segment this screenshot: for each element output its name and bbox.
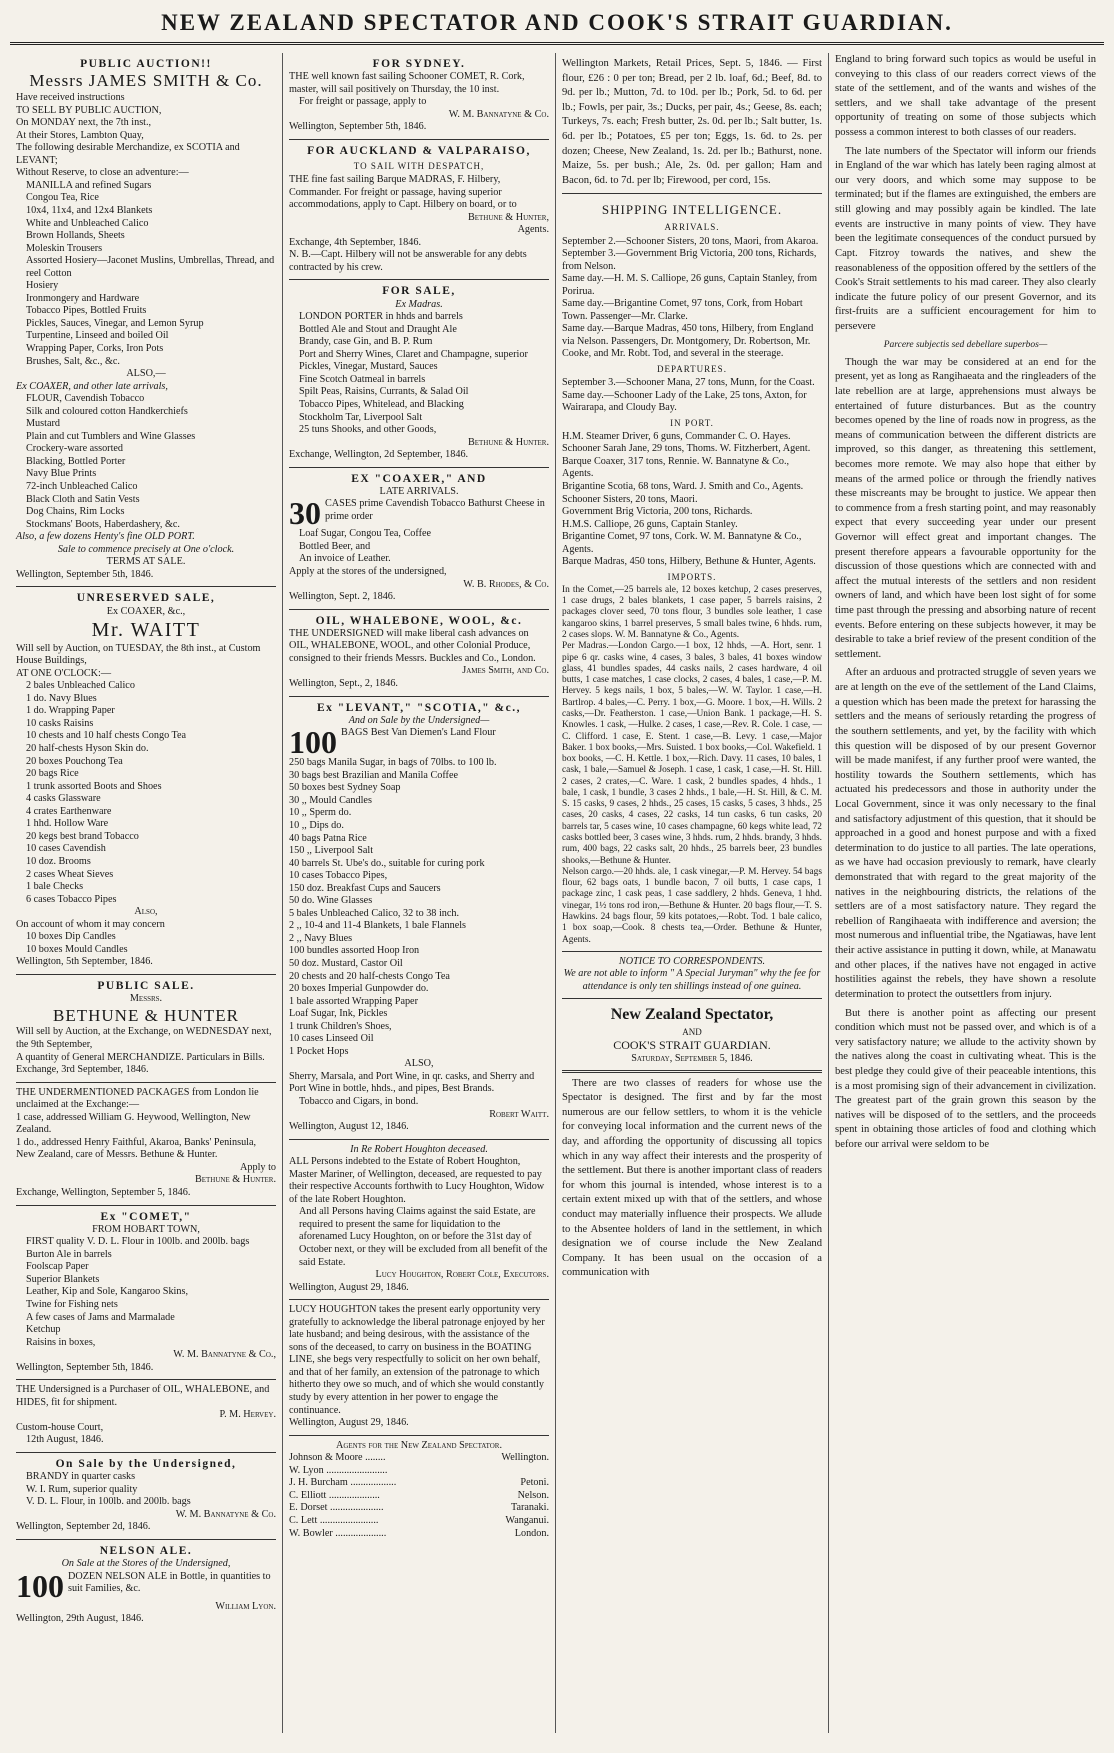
column-4 (829, 53, 1102, 1733)
list-item: Stockmans' Boots, Haberdashery, &c. (26, 518, 180, 530)
ad-whalebone (289, 610, 549, 697)
agent-row (289, 1528, 549, 1541)
paper-subtitle: COOK'S STRAIT GUARDIAN. (613, 1038, 771, 1053)
ad-date: Wellington, September 5th, 1846. (16, 568, 154, 580)
list-item: Bottled Beer, and (299, 540, 371, 552)
ad-number: 30 (289, 495, 321, 532)
columns (10, 53, 1104, 1733)
list-item: Brandy, case Gin, and B. P. Rum (299, 336, 433, 348)
list-item: Government Brig Victoria, 200 tons, Richards. (562, 506, 753, 518)
ad-heading: NELSON ALE. (99, 1544, 193, 1557)
ad-sub: TO SAIL WITH DESPATCH, (353, 161, 485, 172)
editorial-start (562, 1077, 822, 1282)
ad-items (289, 528, 549, 566)
list-item: 10x4, 11x4, and 12x4 Blankets (26, 204, 153, 216)
list-item: On MONDAY next, the 7th inst., (16, 117, 152, 129)
agent-row (289, 1490, 549, 1503)
list-item: Loaf Sugar, Ink, Pickles (289, 1008, 388, 1020)
ad-text: ALL Persons indebted to the Estate of Robert Houghton, Master Mariner, of Wellington, deceased, are requested to pay their respective Accounts forthwith to Lucy Houghton, Widow of the late Robert Houghton. (289, 1156, 545, 1205)
list-item: 2 cases Wheat Sieves (26, 868, 114, 880)
list-item: 1 do. Wrapping Paper (26, 705, 115, 717)
list-item: V. D. L. Flour, in 100lb. and 200lb. bags (26, 1496, 191, 1508)
notice-text: We are not able to inform " A Special Juryman" why the fee for attendance is only ten shillings instead of one guinea. (563, 968, 821, 992)
ad-heading-2: LATE ARRIVALS. (379, 485, 459, 497)
agent-row (289, 1465, 549, 1478)
list-item: 20 chests and 20 half-chests Congo Tea (289, 970, 450, 982)
ad-items (16, 1236, 276, 1349)
list-item: FIRST quality V. D. L. Flour in 100lb. and 200lb. bags (26, 1236, 250, 1248)
editorial-paragraph: The late numbers of the Spectator will inform our friends in England of the war which has lately been raging almost at our very doors, and which some may suppose to be terminated; but if the flames are extinguished, the embers are still glowing and may possibly again be kindled. The late events are instructive in many points of view. They have been the legitimate consequences of the conduct pursued by Capt. Fitzroy towards the natives, and shew the reasonableness of the opposition offered by the settlers of the Cook's Strait settlements to his mad career. They also clearly indicate the future policy of our present Governor, and its first-fruits are a sufficient encouragement for him to persevere (835, 145, 1096, 332)
executors-label: Executors. (503, 1269, 549, 1281)
agent-name: C. Elliott .................... (289, 1489, 380, 1501)
ad-items (16, 180, 276, 368)
departures-title: DEPARTURES. (657, 364, 727, 374)
list-item: 30 bags best Brazilian and Manila Coffee (289, 769, 458, 781)
newspaper-page (10, 10, 1104, 1733)
agent-row (289, 1452, 549, 1465)
ad-number: 100 (16, 1567, 64, 1604)
list-item: Brown Hollands, Sheets (26, 230, 125, 242)
list-item: 10 boxes Dip Candles (26, 931, 116, 943)
ad-heading: PUBLIC AUCTION!! (80, 58, 212, 70)
inport-title: IN PORT. (670, 417, 714, 428)
list-item: Will sell by Auction, at the Exchange, on WEDNESDAY next, the 9th September, (16, 1026, 272, 1051)
arrivals-list (562, 236, 822, 361)
ad-firm: Messrs JAMES SMITH & Co. (29, 71, 263, 91)
ad-text: LUCY HOUGHTON takes the present early opportunity very gratefully to acknowledge the liberal patronage enjoyed by her late husband; and being desirous, with the assistance of the sons of the deceased, to carry on business in the BOATING LINE, she begs very respectfully to solicit on her own behalf, and that of her family, an extension of the patronage to which hitherto they owe so much, and of which she would constantly study by every attention in her power to engage the continuance. (289, 1304, 545, 1416)
ad-for-sale (289, 280, 549, 467)
list-item: 2 ,, Navy Blues (289, 932, 353, 944)
agent-name: W. Lyon ........................ (289, 1464, 388, 1476)
list-item: 20 half-chests Hyson Skin do. (26, 743, 149, 755)
list-item: Tobacco Pipes, Whitelead, and Blacking (299, 398, 464, 410)
ad-signature: W. M. Bannatyne & Co. (175, 1508, 276, 1520)
list-item: 10 ,, Sperm do. (289, 807, 352, 819)
ad-date: Wellington, September 5th, 1846. (289, 121, 427, 133)
list-item: Superior Blankets (26, 1273, 100, 1285)
list-item: 150 doz. Breakfast Cups and Saucers (289, 882, 441, 894)
list-item: Fine Scotch Oatmeal in barrels (299, 373, 426, 385)
ad-items (16, 680, 276, 906)
paper-and: AND (682, 1027, 702, 1038)
list-item: Congou Tea, Rice (26, 192, 99, 204)
ad-text: DOZEN NELSON ALE in Bottle, in quantities to suit Families, &c. (68, 1570, 271, 1595)
list-item: Tobacco Pipes, Bottled Fruits (26, 305, 147, 317)
agent-name: J. H. Burcham .................. (289, 1477, 397, 1489)
list-item: 2 bales Unbleached Calico (26, 680, 135, 692)
list-item: Hosiery (26, 280, 59, 292)
list-item: 250 bags Manila Sugar, in bags of 70lbs. to 100 lb. (289, 757, 497, 769)
ad-signature: W. B. Rhodes, & Co. (463, 578, 549, 590)
ad-signature (289, 1269, 549, 1282)
list-item: Wrapping Paper, Corks, Iron Pots (26, 342, 164, 354)
ad-heading: UNRESERVED SALE, (76, 592, 216, 605)
notice-title: NOTICE TO CORRESPONDENTS. (618, 955, 766, 967)
ad-coaxer (289, 468, 549, 610)
list-item: Blacking, Bottled Porter (26, 455, 126, 467)
ad-date: Wellington, Sept., 2, 1846. (289, 678, 398, 689)
list-item: Twine for Fishing nets (26, 1299, 118, 1310)
ad-ex-line: Ex COAXER, and other late arrivals, (16, 380, 168, 392)
ad-sub: And on Sale by the Undersigned— (348, 714, 490, 726)
ad-date: Wellington, September 2d, 1846. (16, 1521, 151, 1533)
ad-also-text-2: Tobacco and Cigars, in bond. (299, 1096, 419, 1107)
ad-signature: Bethune & Hunter. (467, 436, 549, 448)
agent-row (289, 1477, 549, 1490)
list-item: 4 casks Glassware (26, 793, 101, 805)
ad-items (16, 1112, 276, 1162)
ad-port-line: Also, a few dozens Henty's fine OLD PORT. (16, 531, 195, 543)
ad-signature: William Lyon. (215, 1600, 276, 1612)
ad-date: Exchange, Wellington, 2d September, 1846. (289, 449, 469, 461)
ad-date: Exchange, Wellington, September 5, 1846. (16, 1187, 191, 1199)
ad-houghton-estate (289, 1140, 549, 1301)
ad-freight: For freight or passage, apply to (299, 96, 427, 108)
agent-place: Petoni. (520, 1477, 549, 1489)
ad-heading: Ex "COMET," (100, 1210, 192, 1223)
list-item: Dog Chains, Rim Locks (26, 506, 125, 518)
ad-date: 12th August, 1846. (26, 1434, 104, 1446)
departures-list (562, 377, 822, 415)
shipping-title: SHIPPING INTELLIGENCE. (601, 202, 783, 218)
list-item: In the Comet,—25 barrels ale, 12 boxes ketchup, 2 cases preserves, 1 case drugs, 2 bales blankets, 1 case paper, 5 barrels raisins, 2 packages clover seed, 70 tons flour, 3 bundles sole leather, 1 case kangaroo skins, 1 barrel preserves, 5 small bales twine, 6 hhds. rum, 2 cases slops. W. M. Bannatyne & Co., Agents. (562, 584, 822, 640)
agent-name: W. Bowler .................... (289, 1527, 387, 1539)
list-item: 20 boxes Imperial Gunpowder do. (289, 983, 429, 995)
list-item: A few cases of Jams and Marmalade (26, 1311, 175, 1323)
list-item: 30 ,, Mould Candles (289, 794, 372, 806)
ad-signature: W. M. Bannatyne & Co., (173, 1349, 276, 1361)
ad-sub: On Sale at the Stores of the Undersigned, (61, 1558, 231, 1570)
list-item: 10 ,, Dips do. (289, 819, 344, 831)
list-item: 10 doz. Brooms (26, 855, 91, 867)
list-item: September 3.—Government Brig Victoria, 200 tons, Richards, from Nelson. (562, 248, 817, 272)
markets-text: Wellington Markets, Retail Prices, Sept. 5, 1846. — First flour, £26 : 0 per ton; Bread, per 2 lb. loaf, 6d.; Beef, 8d. to 9d. per lb.; Mutton, 7d. to 10d. per lb.; Pork, 5d. to 6d. per lb.; Fowls, per pair, 3s.; Ducks, per pair, 4s.; Geese, 8s. each; Turkeys, 7s. each; Fresh butter, 2s. 0d. per lb.; Salt butter, 1s. 6d. per lb.; Potatoes, £5 per ton; Eggs, 1s. 6d. to 2s. per dozen; Cheese, New Zealand, 1s. 2d. per lb.; Bathurst, none. Maize, 5s. per bush.; Ale, 2s. 0d. per gallon; Ham and Bacon, 6d. to 7d. per lb; Firewood, per cord, 15s. (562, 58, 822, 186)
ad-items (16, 1471, 276, 1509)
ad-heading: Ex "LEVANT," "SCOTIA," &c., (317, 701, 521, 714)
list-item: 10 cases Cavendish (26, 843, 106, 855)
ad-heading: On Sale by the Undersigned, (55, 1458, 237, 1471)
agent-place: London. (514, 1527, 549, 1539)
agents-list (289, 1436, 549, 1545)
ad-nelson-ale (16, 1540, 276, 1631)
agent-place: Wellington. (501, 1452, 549, 1464)
list-item: Barque Madras, 450 tons, Hilbery, Bethune & Hunter, Agents. (562, 556, 816, 568)
editorial-paragraph: After an arduous and protracted struggle of seven years we are at length on the eve of the settlement of the Land Claims, a question which has been made the pretext for harassing the settlers and the means of seriously retarding the progress of the southern settlements, and yet, by the facility with which this question will be disposed of by our present Governor will be made manifest, if any further proof were wanted, the hostility towards the Southern settlements, which has actuated his predecessors and those in authority under the Local Government, since it was only necessary to the final and satisfactory adjustment of this question, that it should be approached in a good and honest purpose and with a fixed determination to do justice to all parties. The late operations, as we have had occasion previously to remark, have clearly demonstrated that with regard to the great majority of the natives in the neighbouring districts, the relations of the settlers are of a most satisfactory nature. They regard the rebellion of Rangihaeata with indifference and aversion; the most numerous and influential tribe, the Ngatiawas, have lent their active assistance in putting it down, while, at Manawatu and other places, if the natives have not engaged in active hostilities against the rebels, they have shown a resolute determination to protect the outsettlers from injury. (835, 667, 1096, 1000)
list-item: 6 cases Tobacco Pipes (26, 893, 117, 905)
ad-items (16, 393, 276, 531)
ad-date: Wellington, August 29, 1846. (289, 1417, 409, 1429)
ad-date: Wellington, August 29, 1846. (289, 1281, 409, 1293)
list-item: 40 bags Patna Rice (289, 832, 367, 844)
ad-text: THE Undersigned is a Purchaser of OIL, WHALEBONE, and HIDES, fit for shipment. (16, 1384, 270, 1408)
list-item: Navy Blue Prints (26, 468, 97, 480)
list-item: 50 doz. Mustard, Castor Oil (289, 957, 403, 969)
ad-signature: Robert Waitt. (489, 1108, 549, 1120)
ad-heading: In Re Robert Houghton deceased. (350, 1143, 488, 1155)
agents-heading: Agents for the New Zealand Spectator. (335, 1439, 503, 1451)
ad-ex: Ex Madras. (395, 298, 443, 310)
list-item: 20 boxes Pouchong Tea (26, 755, 123, 767)
paper-title: New Zealand Spectator, (610, 1006, 774, 1024)
ad-date: Wellington, 29th August, 1846. (16, 1613, 144, 1625)
list-item: Same day.—Barque Madras, 450 tons, Hilbery, from England via Nelson. Passengers, Dr. Montgomery, Dr. Robertson, Mr. Cooke, and Mr. Robt. Tod, and several in the steerage. (562, 323, 814, 360)
list-item: Assorted Hosiery—Jaconet Muslins, Umbrellas, Thread, and reel Cotton (26, 255, 275, 279)
shipping-intelligence (562, 194, 822, 951)
list-item: Mustard (26, 418, 60, 430)
list-item: Crockery-ware assorted (26, 443, 124, 455)
editorial-paragraph: Though the war may be considered at an end for the present, yet as long as Rangihaeata and the ringleaders of the late rebellion are at large, apprehensions must always be entertained of future disturbances. But as the country becomes opened by the line of roads now in progress, as the means of communication between the different districts are improved, so this danger, as threatening this settlement, becomes more remote. We may also hope that either by means of the armed police or through the friendly natives these miscreants may be brought to justice. We appear then to commence from a fresh starting point, and may reasonably expect that every succeeding year under our present Governor will effect great and important changes. The present therefore appears a favourable opportunity for the discussion of those questions which are connected with and affect the mutual interests of the settlers and non resident owners of land, and which have been lost sight of for some time past through the pressing and absorbing nature of recent events. Before entering on these subjects however, it may be desirable to take a brief review of the present condition of the settlement. (835, 356, 1096, 660)
ad-messrs: Messrs. (129, 993, 163, 1005)
ad-also-text: Sherry, Marsala, and Port Wine, in qr. casks, and Sherry and Port Wine in bottle, hhds., and pipes, Best Brands. (289, 1070, 535, 1095)
ad-date: Wellington, September 5th, 1846. (16, 1361, 154, 1373)
editorial-quote: Parcere subjectis sed debellare superbos— (883, 339, 1048, 350)
list-item: Port and Sherry Wines, Claret and Champagne, superior (299, 348, 528, 360)
ad-comet (16, 1206, 276, 1381)
ad-date: Exchange, 4th September, 1846. (289, 236, 421, 248)
ad-also: Also, (134, 906, 158, 918)
divider (562, 1070, 822, 1073)
ad-text: BAGS Best Van Diemen's Land Flour (341, 727, 496, 739)
ad-brandy (16, 1453, 276, 1540)
imports-title: IMPORTS. (667, 571, 717, 582)
ad-sydney (289, 53, 549, 140)
list-item: Leather, Kip and Sole, Kangaroo Skins, (26, 1286, 188, 1298)
ad-text: THE well known fast sailing Schooner COMET, R. Cork, master, will sail positively on Thursday, the 10 inst. (289, 71, 525, 95)
list-item: AT ONE O'CLOCK:— (16, 667, 112, 679)
ad-signature: W. M. Bannatyne & Co. (448, 108, 549, 120)
list-item: 10 cases Linseed Oil (289, 1033, 374, 1045)
list-item: H.M.S. Calliope, 26 guns, Captain Stanley. (562, 518, 738, 530)
ad-sale-note: Sale to commence precisely at One o'clock. (57, 543, 235, 555)
ad-items (16, 931, 276, 956)
list-item: Bottled Ale and Stout and Draught Ale (299, 323, 457, 335)
ad-lines (16, 92, 276, 180)
ad-oil-purchaser (16, 1380, 276, 1453)
agent-row (289, 1515, 549, 1528)
inport-list (562, 431, 822, 569)
ad-auctioneer: Mr. WAITT (91, 619, 201, 642)
list-item: 20 bags Rice (26, 768, 79, 780)
ad-terms: TERMS AT SALE. (106, 556, 186, 568)
list-item: H.M. Steamer Driver, 6 guns, Commander C. O. Hayes. (562, 430, 791, 442)
list-item: 10 casks Raisins (26, 717, 94, 729)
list-item: LONDON PORTER in hhds and barrels (299, 311, 463, 323)
ad-public-sale (16, 975, 276, 1083)
list-item: September 3.—Schooner Mana, 27 tons, Munn, for the Coast. (562, 377, 815, 389)
notice-to-correspondents (562, 952, 822, 1000)
list-item: Brushes, Salt, &c., &c. (26, 355, 120, 367)
list-item: 50 do. Wine Glasses (289, 895, 373, 907)
ad-nb: N. B.—Capt. Hilbery will not be answerable for any debts contracted by his crew. (289, 249, 527, 273)
ad-date: Wellington, Sept. 2, 1846. (289, 591, 396, 603)
list-item: 1 case, addressed William G. Heywood, Wellington, New Zealand. (16, 1111, 251, 1136)
imports-list (562, 585, 822, 946)
list-item: 1 bale Checks (26, 881, 84, 893)
list-item: Silk and coloured cotton Handkerchiefs (26, 405, 188, 417)
list-item: Loaf Sugar, Congou Tea, Coffee (299, 528, 432, 540)
list-item: Barque Coaxer, 317 tons, Rennie. W. Bannatyne & Co., Agents. (562, 455, 790, 480)
column-2 (283, 53, 556, 1733)
ad-signature: Bethune & Hunter, (467, 211, 549, 223)
ad-heading: FOR SYDNEY. (372, 58, 466, 70)
list-item: Spilt Peas, Raisins, Currants, & Salad Oil (299, 386, 469, 398)
executor-2: Robert Cole, (446, 1269, 501, 1281)
ad-heading: FOR SALE, (382, 285, 456, 298)
ad-number: 100 (289, 724, 337, 761)
list-item: Foolscap Paper (26, 1261, 89, 1273)
ad-lines (16, 1026, 276, 1064)
list-item: Pickles, Sauces, Vinegar, and Lemon Syrup (26, 317, 204, 329)
list-item: 1 do. Navy Blues (26, 692, 97, 704)
editorial-header (562, 1005, 822, 1072)
paper-date: Saturday, September 5, 1846. (631, 1052, 753, 1064)
list-item: Have received instructions (16, 92, 125, 104)
ad-public-auction (16, 53, 276, 587)
list-item: 10 chests and 10 half chests Congo Tea (26, 730, 187, 742)
list-item: Per Madras.—London Cargo.—1 box, 12 hhds, —A. Hort, senr. 1 pipe 6 qr. casks wine, 4 cases, 3 bales, 3 bales, 41 boxes window glass, 41 bundles spades, 44 casks nails, 2 cases hardware, 4 oil butts, 1 case matches, 1 case clocks, 2 cases, 4 bales, 1 case,—P. M. Hervey. 5 kegs nails, 1 box, 5 bales,—W. W. Taylor. 1 case,—H. Bartlrop. 4 bales,—C. Perry. 1 box,—G. Moore. 1 box,—H. Wills. 2 casks,—Dr. Featherston. 1 case,—Union Bank. 1 package,—H. S. Knowles. 1 cask, —Hulke. 2 cases, 1 case,—Rev. R. Cole. 1 case, —C. Clifford. 1 case, E. Stent. 1 case,—B. Levy. 1 case,—Major Baker. 1 box books,—Mrs. Suisted. 1 box books,—Col. Wakefield. 1 box books, —C. H. Kettle. 1 box,—Rich. Davy. 11 cases, 10 bales, 1 cask, 1 bale,—Samuel & Joseph. 1 case, 1 cask, 1 case,—H. St. Hill. 2 cases, 2 crates,—C. Ware. 1 cask, 2 bundles spades, 4 hhds., 1 bale, 1 cask, 1 bundle, 3 cases 2 hhds., 1 bale,—H. St. Hill, & C. M. S. 15 casks, 9 cases, 2 hhds., 25 cases, 15 casks, 5 cases, 3 hhds., 25 cases, 20 casks, 4 cases, 22 casks, 14 tun casks, 6 tun casks, 20 barrels tar, 5 cases wine, 10 cases champagne, 60 kegs white lead, 72 casks bottled beer, 3 cases wine, 3 hhds. rum, 2 hhds. brandy, 3 hhds. rum, 400 bags, 22 casks salt, 20 hhds., 25 barrels beer, 23 bundles shooks,—Bethune & Hunter. (562, 641, 822, 866)
editorial-paragraph: But there is another point as affecting our present condition which must not be passed over, and which is of a very satisfactory nature; we allude to the activity shown by the natives along the coast in cultivating wheat. This is the best pledge they could give of their peaceable intentions, this is a most promising sign of their advancement in civilization. The greatest part of the grain grown this season by the natives will be disposed of to the settlers, and the proceeds spent in obtaining those articles of food and clothing which before our arrival were seldom to be (835, 1007, 1096, 1150)
list-item: 150 ,, Liverpool Salt (289, 845, 374, 857)
list-item: 2 ,, 10-4 and 11-4 Blankets, 1 bale Flannels (289, 920, 467, 932)
list-item: MANILLA and refined Sugars (26, 179, 152, 191)
ad-date: Wellington, August 12, 1846. (289, 1121, 409, 1133)
ad-signature-2: Agents. (517, 224, 549, 236)
list-item: Nelson cargo.—20 hhds. ale, 1 cask vinegar,—P. M. Hervey. 54 bags flour, 62 bags oats, 1 bundle bacon, 7 oil butts, 1 case caps, 1 package zinc, 1 cask peas, 1 case saddlery, 2 hhds. Geneva, 1 hhd. vinegar, 1½ tons rod iron,—Bethune & Hunter. 20 bags flour,—T. S. Hawkins. 24 bags flour, 59 kits potatoes,—Robt. Tod. 1 bale calico, 1 box soap,—Cook. 8 chests tea,—Order. Bethune & Hunter, Agents. (562, 866, 822, 945)
ad-date: Wellington, 5th September, 1846. (16, 956, 153, 968)
ad-signature: Bethune & Hunter. (194, 1174, 276, 1186)
list-item: 72-inch Unbleached Calico (26, 481, 138, 492)
editorial-paragraph: There are two classes of readers for whose use the Spectator is designed. The first and by far the most numerous are our fellow settlers, to whom it is the vehicle for conveying local information and the current news of the day, and affording the opportunity of discussing all topics which in any way affect their interests and the prosperity of the settlement. But there is another important class of readers for whom this journal is intended, whose interest is to a certain extent mixed up with that of the settlers, and whose conduct may materially influence their prospects. We allude to the Absentee holders of land in the settlement, in which designation we of course include the New Zealand Company. It has been usual on the occasion of a communication with (562, 1077, 822, 1279)
ad-heading: OIL, WHALEBONE, WOOL, &c. (315, 614, 523, 627)
list-item: Will sell by Auction, on TUESDAY, the 8th inst., at Custom House Buildings, (16, 642, 261, 667)
editorial-paragraph: England to bring forward such topics as would be useful in conveying to this class of our readers correct views of the state of the settlement, and of the wants and wishes of the settlers, and we shall take advantage of the present opportunity of treating on some of those subjects which possess a common interest to both classes of our readers. (835, 54, 1096, 139)
ad-text: THE fine fast sailing Barque MADRAS, F. Hilbery, Commander. For freight or passage, having superior accommodations, apply to Capt. Hilbery on board, or to (289, 174, 517, 211)
ad-from: FROM HOBART TOWN, (92, 1223, 200, 1235)
ad-items (289, 757, 549, 1058)
list-item: 40 barrels St. Ube's do., suitable for curing pork (289, 857, 485, 869)
ad-signature: P. M. Hervey. (219, 1409, 276, 1421)
list-item: 100 bundles assorted Hoop Iron (289, 945, 420, 957)
agent-place: Taranaki. (510, 1502, 549, 1514)
ad-lines (16, 643, 276, 681)
list-item: 5 bales Unbleached Calico, 32 to 38 inch. (289, 907, 460, 919)
list-item: 1 hhd. Hollow Ware (26, 818, 109, 830)
list-item: Ketchup (26, 1324, 61, 1336)
list-item: Brigantine Scotia, 68 tons, Ward. J. Smith and Co., Agents. (562, 480, 804, 492)
agent-name: E. Dorset ..................... (289, 1502, 384, 1514)
list-item: 25 tuns Shooks, and other Goods, (299, 424, 437, 436)
ad-text: CASES prime Cavendish Tobacco Bathurst Cheese in prime order (325, 498, 545, 522)
agent-place: Wanganui. (505, 1514, 549, 1526)
column-3 (556, 53, 829, 1733)
ad-items (289, 311, 549, 436)
ad-text-2: And all Persons having Claims against the said Estate, are required to present the same for liquidation to the aforenamed Lucy Houghton, on or before the 31st day of October next, or they will be excluded from all benefit of the said Estate. (299, 1206, 548, 1268)
list-item: Schooner Sisters, 20 tons, Maori. (562, 493, 698, 505)
list-item: Burton Ale in barrels (26, 1248, 112, 1260)
ad-unreserved-sale (16, 587, 276, 975)
agent-row (289, 1502, 549, 1515)
list-item: Same day.—Schooner Lady of the Lake, 25 tons, Axton, for Wairarapa, and Cloudy Bay. (562, 389, 807, 414)
ad-text: THE UNDERMENTIONED PACKAGES from London lie unclaimed at the Exchange:— (16, 1086, 259, 1111)
ad-also: ALSO, (404, 1058, 434, 1070)
list-item: BRANDY in quarter casks (26, 1471, 136, 1483)
list-item: 4 crates Earthenware (26, 805, 112, 817)
list-item: Brigantine Comet, 97 tons, Cork. W. M. Bannatyne & Co., Agents. (562, 531, 802, 555)
list-item: Same day.—H. M. S. Calliope, 26 guns, Captain Stanley, from Porirua. (562, 273, 818, 297)
list-item: Same day.—Brigantine Comet, 97 tons, Cork, from Hobart Town. Passenger—Mr. Clarke. (562, 298, 803, 322)
list-item: Without Reserve, to close an adventure:— (16, 167, 189, 179)
list-item: 1 do., addressed Henry Faithful, Akaroa, Banks' Peninsula, New Zealand, care of Messrs. Bethune & Hunter. (16, 1136, 257, 1161)
list-item: Pickles, Vinegar, Mustard, Sauces (299, 361, 438, 373)
list-item: Ironmongery and Hardware (26, 292, 140, 304)
list-item: FLOUR, Cavendish Tobacco (26, 393, 145, 405)
list-item: W. I. Rum, superior quality (26, 1483, 138, 1495)
ad-addr: Custom-house Court, (16, 1421, 104, 1433)
executor-1: Lucy Houghton, (375, 1269, 444, 1281)
list-item: Plain and cut Tumblers and Wine Glasses (26, 430, 196, 442)
ad-heading: FOR AUCKLAND & VALPARAISO, (307, 144, 531, 157)
masthead: NEW ZEALAND SPECTATOR AND COOK'S STRAIT GUARDIAN. (10, 10, 1104, 45)
ad-signature: James Smith, and Co. (462, 665, 549, 677)
ad-heading: EX "COAXER," AND (351, 472, 487, 485)
list-item: TO SELL BY PUBLIC AUCTION, (16, 104, 162, 116)
list-item: The following desirable Merchandize, ex SCOTIA and LEVANT; (16, 142, 240, 166)
list-item: Moleskin Trousers (26, 242, 103, 254)
ad-auckland (289, 140, 549, 281)
list-item: An invoice of Leather. (299, 553, 391, 565)
agent-name: Johnson & Moore ........ (289, 1452, 386, 1464)
markets-report (562, 53, 822, 194)
list-item: Stockholm Tar, Liverpool Salt (299, 411, 423, 423)
ad-lucy-houghton (289, 1300, 549, 1435)
list-item: September 2.—Schooner Sisters, 20 tons, Maori, from Akaroa. (562, 235, 819, 247)
ad-heading: PUBLIC SALE. (97, 979, 195, 992)
list-item: 20 kegs best brand Tobacco (26, 830, 139, 842)
list-item: Black Cloth and Satin Vests (26, 493, 140, 505)
ad-packages (16, 1083, 276, 1206)
list-item: 10 cases Tobacco Pipes, (289, 870, 388, 882)
list-item: White and Unbleached Calico (26, 217, 149, 229)
list-item: Turpentine, Linseed and boiled Oil (26, 330, 169, 342)
list-item: A quantity of General MERCHANDIZE. Particulars in Bills. (16, 1051, 265, 1063)
ad-levant (289, 697, 549, 1140)
ad-account: On account of whom it may concern (16, 918, 165, 930)
list-item: 1 trunk Children's Shoes, (289, 1020, 392, 1032)
list-item: 1 bale assorted Wrapping Paper (289, 995, 418, 1007)
ad-text: THE UNDERSIGNED will make liberal cash advances on OIL, WHALEBONE, WOOL, and other Colonial Produce, consigned to their friends Messrs. Buckles and Co., London. (289, 627, 536, 664)
agent-place: Nelson. (517, 1489, 549, 1501)
list-item: 1 Pocket Hops (289, 1045, 349, 1057)
list-item: Schooner Sarah Jane, 29 tons, Thoms. W. Fitzherbert, Agent. (562, 443, 811, 455)
list-item: 1 trunk assorted Boots and Shoes (26, 780, 162, 792)
list-item: Raisins in boxes, (26, 1336, 96, 1348)
arrivals-title: ARRIVALS. (664, 222, 720, 233)
ad-date: Exchange, 3rd September, 1846. (16, 1064, 149, 1076)
column-1 (10, 53, 283, 1733)
ad-also: ALSO,— (126, 368, 166, 380)
agents-rows (289, 1452, 549, 1540)
agent-name: C. Lett ....................... (289, 1514, 379, 1526)
list-item: 10 boxes Mould Candles (26, 943, 128, 955)
ad-ex: Ex COAXER, &c., (106, 605, 186, 617)
ad-apply: Apply to (240, 1161, 276, 1173)
list-item: 50 boxes best Sydney Soap (289, 782, 401, 794)
ad-firm: BETHUNE & HUNTER (53, 1005, 239, 1025)
ad-apply: Apply at the stores of the undersigned, (289, 566, 447, 578)
list-item: At their Stores, Lambton Quay, (16, 129, 144, 141)
